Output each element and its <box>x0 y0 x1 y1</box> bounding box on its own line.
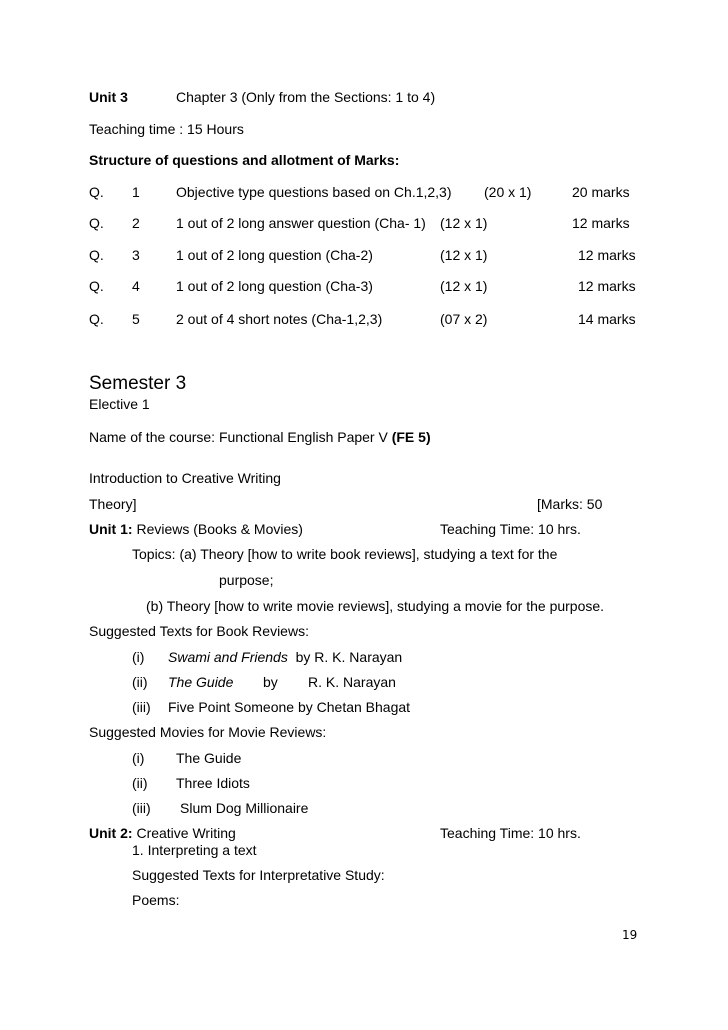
question-5-split: (07 x 2) <box>440 311 488 327</box>
unit2-item-1: 1. Interpreting a text <box>132 842 257 858</box>
semester-title: Semester 3 <box>89 373 187 394</box>
unit1-topics-a: Topics: (a) Theory [how to write book reviews], studying a text for the <box>132 546 558 562</box>
book-2-by: by <box>263 674 278 690</box>
course-name-text: Name of the course: Functional English Paper V <box>89 429 392 445</box>
book-3-num: (iii) <box>132 699 151 715</box>
unit2-teaching-time: Teaching Time: 10 hrs. <box>440 825 581 841</box>
movie-1-num: (i) <box>132 750 145 766</box>
movie-3-title: Slum Dog Millionaire <box>180 800 309 816</box>
unit2-poems: Poems: <box>132 892 180 908</box>
book-1-author: by R. K. Narayan <box>295 649 403 665</box>
question-1-q: Q. <box>89 184 104 200</box>
unit2-heading <box>89 825 236 842</box>
unit2-label: Unit 2: <box>89 825 133 841</box>
unit1-topics-a-cont: purpose; <box>219 572 274 588</box>
book-2-author: R. K. Narayan <box>308 674 396 690</box>
question-1-num: 1 <box>132 184 140 200</box>
question-3-num: 3 <box>132 247 140 263</box>
unit2-title: Creative Writing <box>132 825 236 841</box>
question-3-marks: 12 marks <box>578 247 636 263</box>
question-3-desc: 1 out of 2 long question (Cha-2) <box>176 247 373 263</box>
question-4-split: (12 x 1) <box>440 278 488 294</box>
unit1-teaching-time: Teaching Time: 10 hrs. <box>440 521 581 537</box>
question-2-marks: 12 marks <box>572 215 630 231</box>
book-2-num: (ii) <box>132 674 148 690</box>
course-name <box>89 429 431 446</box>
question-4-q: Q. <box>89 278 104 294</box>
structure-heading: Structure of questions and allotment of Marks: <box>89 152 400 168</box>
movie-1-title: The Guide <box>176 750 242 766</box>
question-3-split: (12 x 1) <box>440 247 488 263</box>
book-1-title: Swami and Friends <box>168 649 288 665</box>
book-1 <box>168 649 402 666</box>
question-5-desc: 2 out of 4 short notes (Cha-1,2,3) <box>176 311 383 327</box>
course-intro: Introduction to Creative Writing <box>89 470 281 486</box>
question-5-num: 5 <box>132 311 140 327</box>
question-2-q: Q. <box>89 215 104 231</box>
book-1-num: (i) <box>132 649 145 665</box>
movie-2-title: Three Idiots <box>176 775 250 791</box>
question-5-marks: 14 marks <box>578 311 636 327</box>
page-number: 19 <box>622 928 638 942</box>
question-2-split: (12 x 1) <box>440 215 488 231</box>
question-4-desc: 1 out of 2 long question (Cha-3) <box>176 278 373 294</box>
question-2-num: 2 <box>132 215 140 231</box>
question-3-q: Q. <box>89 247 104 263</box>
book-3-text: Five Point Someone by Chetan Bhagat <box>168 699 411 715</box>
question-1-desc: Objective type questions based on Ch.1,2,3) <box>176 184 452 200</box>
book-2-title: The Guide <box>168 674 234 690</box>
unit1-topics-b: (b) Theory [how to write movie reviews], studying a movie for the purpose. <box>146 598 605 614</box>
question-5-q: Q. <box>89 311 104 327</box>
unit2-suggested-texts: Suggested Texts for Interpretative Study: <box>132 867 385 883</box>
unit1-title: Reviews (Books & Movies) <box>132 521 303 537</box>
movie-2-num: (ii) <box>132 775 148 791</box>
book-reviews-heading: Suggested Texts for Book Reviews: <box>89 623 309 639</box>
theory-label: Theory] <box>89 496 137 512</box>
question-4-marks: 12 marks <box>578 278 636 294</box>
question-1-split: (20 x 1) <box>484 184 532 200</box>
unit3-chapter: Chapter 3 (Only from the Sections: 1 to 4) <box>176 89 436 105</box>
unit3-teaching-time: Teaching time : 15 Hours <box>89 121 244 137</box>
unit1-heading <box>89 521 303 538</box>
total-marks: [Marks: 50 <box>537 496 603 512</box>
unit3-label: Unit 3 <box>89 89 128 105</box>
course-code: (FE 5) <box>391 429 431 445</box>
question-2-desc: 1 out of 2 long answer question (Cha- 1) <box>176 215 426 231</box>
question-1-marks: 20 marks <box>572 184 630 200</box>
movie-3-num: (iii) <box>132 800 151 816</box>
question-4-num: 4 <box>132 278 140 294</box>
elective-label: Elective 1 <box>89 396 150 412</box>
unit1-label: Unit 1: <box>89 521 133 537</box>
movie-reviews-heading: Suggested Movies for Movie Reviews: <box>89 724 327 740</box>
